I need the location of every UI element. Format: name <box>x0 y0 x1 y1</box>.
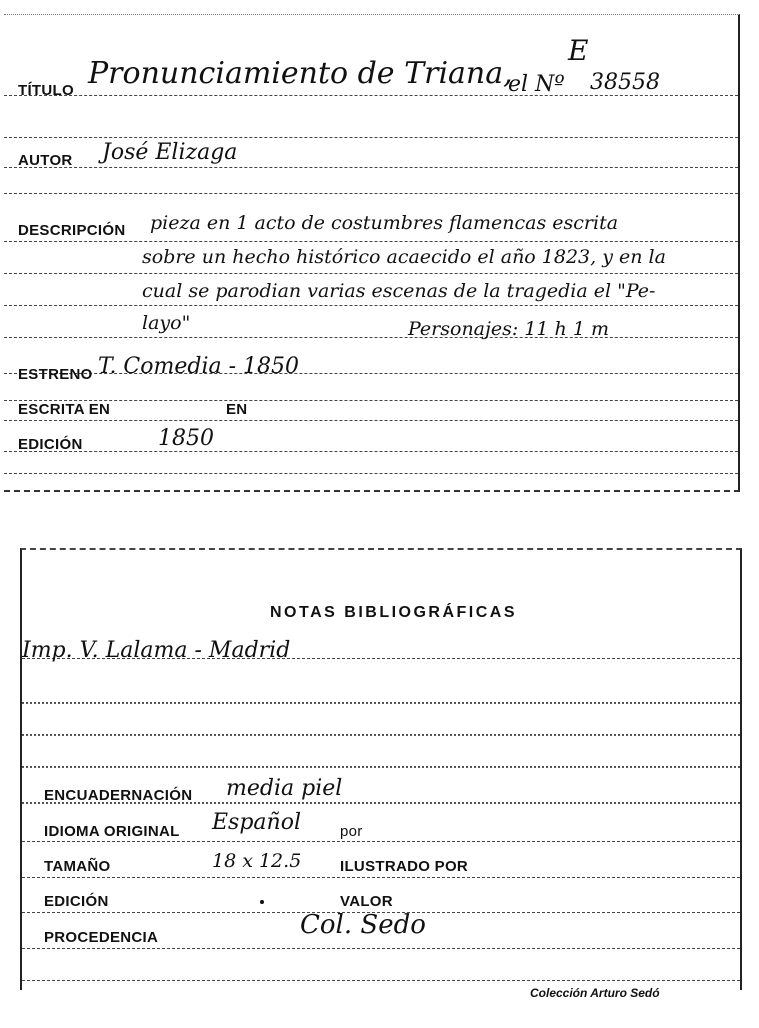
personajes-value: Personajes: 11 h 1 m <box>408 318 609 340</box>
rule <box>4 305 738 306</box>
titulo-value: Pronunciamiento de Triana, <box>88 56 513 91</box>
idioma-label: IDIOMA ORIGINAL <box>44 823 180 840</box>
rule <box>22 734 740 736</box>
rule <box>4 137 738 138</box>
rule <box>22 877 740 878</box>
edicion-label: EDICIÓN <box>44 893 109 910</box>
catalog-prefix: el Nº <box>508 72 565 97</box>
escrita-en-label: ESCRITA EN <box>18 401 111 418</box>
autor-value: José Elizaga <box>102 140 238 165</box>
tamano-label: TAMAÑO <box>44 858 111 875</box>
estreno-label: ESTRENO <box>18 366 93 383</box>
rule <box>4 473 738 474</box>
rule <box>22 841 740 842</box>
catalog-letter: E <box>568 34 589 67</box>
idioma-value: Español <box>212 810 301 835</box>
ilustrado-label: ILUSTRADO POR <box>340 858 469 875</box>
rule <box>22 702 740 704</box>
por-label: por <box>340 823 363 840</box>
tamano-value: 18 x 12.5 <box>212 850 302 872</box>
descripcion-line: pieza en 1 acto de costumbres flamencas escrita <box>150 212 619 234</box>
descripcion-label: DESCRIPCIÓN <box>18 222 126 239</box>
encuadernacion-label: ENCUADERNACIÓN <box>44 787 193 804</box>
rule <box>22 766 740 768</box>
edicion-value: 1850 <box>158 426 214 451</box>
rule <box>22 980 740 981</box>
rule <box>22 948 740 949</box>
rule <box>4 241 738 242</box>
descripcion-line: cual se parodian varias escenas de la tragedia el "Pe- <box>142 280 656 302</box>
collection-credit: Colección Arturo Sedó <box>530 986 660 1000</box>
catalog-number: 38558 <box>590 70 660 95</box>
rule <box>4 451 738 452</box>
notas-heading: NOTAS BIBLIOGRÁFICAS <box>270 604 518 621</box>
rule <box>4 167 738 168</box>
descripcion-line: sobre un hecho histórico acaecido el año 1823, y en la <box>142 246 666 268</box>
procedencia-value: Col. Sedo <box>300 910 426 940</box>
ink-dot <box>260 900 264 904</box>
estreno-value: T. Comedia - 1850 <box>98 354 300 379</box>
rule <box>4 193 738 194</box>
rule <box>4 273 738 274</box>
procedencia-label: PROCEDENCIA <box>44 929 159 946</box>
rule <box>4 337 738 338</box>
en-label: EN <box>226 401 248 418</box>
rule <box>4 95 738 96</box>
edicion-label: EDICIÓN <box>18 436 83 453</box>
rule <box>4 420 738 421</box>
autor-label: AUTOR <box>18 152 73 169</box>
rule <box>4 400 738 401</box>
notes-line: Imp. V. Lalama - Madrid <box>22 638 291 663</box>
valor-label: VALOR <box>340 893 393 910</box>
titulo-label: TÍTULO <box>18 82 74 99</box>
encuadernacion-value: media piel <box>226 776 343 801</box>
descripcion-line: layo" <box>142 312 191 334</box>
